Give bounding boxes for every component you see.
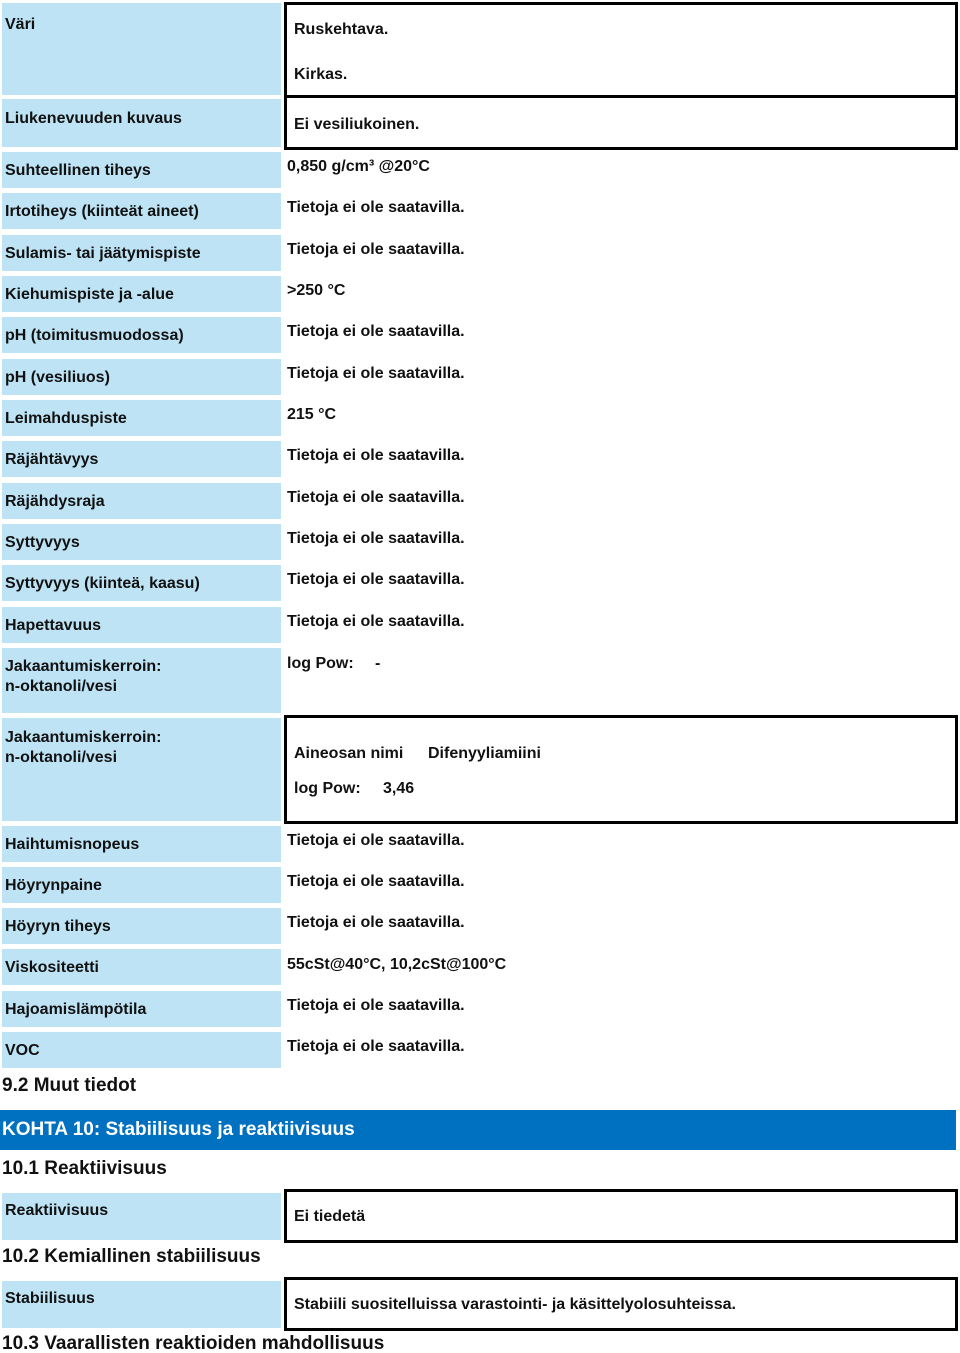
label-oxidizing — [2, 607, 281, 643]
value-explosiveness: Tietoja ei ole saatavilla. — [287, 447, 465, 464]
label-density — [2, 152, 281, 188]
heading-10-2: 10.2 Kemiallinen stabiilisuus — [2, 1246, 261, 1267]
label-text: Räjähtävyys — [5, 451, 99, 468]
label-text: Leimahduspiste — [5, 410, 127, 427]
label-text: Reaktiivisuus — [5, 1202, 109, 1219]
label-text: Haihtumisnopeus — [5, 836, 140, 853]
label-text: pH (vesiliuos) — [5, 369, 110, 386]
value-decomposition: Tietoja ei ole saatavilla. — [287, 997, 465, 1014]
label-explosion-limit — [2, 483, 281, 519]
value-density: 0,850 g/cm³ @20°C — [287, 158, 430, 175]
value-voc: Tietoja ei ole saatavilla. — [287, 1038, 465, 1055]
value-boiling: >250 °C — [287, 282, 346, 299]
value-box-reactivity — [284, 1189, 958, 1243]
label-vapour-density — [2, 908, 281, 944]
value-oxidizing: Tietoja ei ole saatavilla. — [287, 613, 465, 630]
label-text: Väri — [5, 16, 36, 33]
value-vapour-pressure: Tietoja ei ole saatavilla. — [287, 873, 465, 890]
label-text: Räjähdysraja — [5, 493, 105, 510]
value-text: Ei vesiliukoinen. — [294, 116, 420, 133]
label-text: Höyrynpaine — [5, 877, 102, 894]
label-text: Suhteellinen tiheys — [5, 162, 151, 179]
section-10-banner: KOHTA 10: Stabiilisuus ja reaktiivisuus — [0, 1110, 956, 1150]
label-color — [2, 3, 281, 95]
label-text: Kiehumispiste ja -alue — [5, 286, 174, 303]
label-text: Syttyvyys — [5, 534, 80, 551]
value-text: Stabiili suositelluissa varastointi- ja käsittelyolosuhteissa. — [294, 1296, 736, 1313]
value-box-stability — [284, 1277, 958, 1331]
value-flash-point: 215 °C — [287, 406, 337, 423]
value-box-partition-2 — [284, 715, 958, 824]
value-text: Ei tiedetä — [294, 1208, 366, 1225]
value-flammability-solid: Tietoja ei ole saatavilla. — [287, 571, 465, 588]
value-evaporation: Tietoja ei ole saatavilla. — [287, 832, 465, 849]
label-text: pH (toimitusmuodossa) — [5, 327, 184, 344]
value-explosion-limit: Tietoja ei ole saatavilla. — [287, 489, 465, 506]
logpow-value: - — [375, 655, 381, 672]
label-boiling — [2, 276, 281, 312]
label-partition-2 — [2, 718, 281, 821]
label-vapour-pressure — [2, 867, 281, 903]
component-name-key: Aineosan nimi — [294, 745, 404, 762]
label-text: Hapettavuus — [5, 617, 102, 634]
value-ph-aqueous: Tietoja ei ole saatavilla. — [287, 365, 465, 382]
value-vapour-density: Tietoja ei ole saatavilla. — [287, 914, 465, 931]
label-evaporation — [2, 826, 281, 862]
label-text: Stabiilisuus — [5, 1290, 95, 1307]
value-flammability: Tietoja ei ole saatavilla. — [287, 530, 465, 547]
label-text: Jakaantumiskerroin: — [5, 658, 162, 675]
value-viscosity: 55cSt@40°C, 10,2cSt@100°C — [287, 956, 507, 973]
logpow-value: 3,46 — [383, 780, 415, 797]
value-ph-supplied: Tietoja ei ole saatavilla. — [287, 323, 465, 340]
label-text: Hajoamislämpötila — [5, 1001, 147, 1018]
label-flash-point — [2, 400, 281, 436]
heading-9-2: 9.2 Muut tiedot — [2, 1075, 137, 1096]
value-bulk-density: Tietoja ei ole saatavilla. — [287, 199, 465, 216]
label-text: Jakaantumiskerroin: — [5, 729, 162, 746]
label-text: Sulamis- tai jäätymispiste — [5, 245, 201, 262]
value-text: Kirkas. — [294, 66, 348, 83]
label-stability — [2, 1281, 281, 1328]
label-text: Syttyvyys (kiinteä, kaasu) — [5, 575, 200, 592]
label-melting — [2, 235, 281, 271]
label-text: Viskositeetti — [5, 959, 99, 976]
label-ph-aqueous — [2, 359, 281, 395]
label-flammability-solid — [2, 565, 281, 601]
label-text: Höyryn tiheys — [5, 918, 111, 935]
label-text: n-oktanoli/vesi — [5, 678, 118, 695]
value-box-solubility — [284, 95, 958, 150]
label-bulk-density — [2, 193, 281, 229]
value-melting: Tietoja ei ole saatavilla. — [287, 241, 465, 258]
label-reactivity — [2, 1193, 281, 1240]
heading-10-1: 10.1 Reaktiivisuus — [2, 1158, 167, 1179]
label-explosiveness — [2, 441, 281, 477]
heading-10-3: 10.3 Vaarallisten reaktioiden mahdollisuus — [2, 1333, 385, 1353]
value-text: Ruskehtava. — [294, 21, 389, 38]
label-text: Irtotiheys (kiinteät aineet) — [5, 203, 199, 220]
label-voc — [2, 1032, 281, 1068]
label-partition-1 — [2, 648, 281, 713]
value-box-color — [284, 2, 958, 98]
label-flammability — [2, 524, 281, 560]
label-text: n-oktanoli/vesi — [5, 749, 118, 766]
label-decomposition — [2, 991, 281, 1027]
label-ph-supplied — [2, 317, 281, 353]
label-text: VOC — [5, 1042, 40, 1059]
label-text: Liukenevuuden kuvaus — [5, 110, 182, 127]
component-name-value: Difenyyliamiini — [428, 745, 541, 762]
logpow-key: log Pow: — [287, 655, 354, 672]
logpow-key: log Pow: — [294, 780, 361, 797]
label-viscosity — [2, 949, 281, 985]
label-solubility — [2, 99, 281, 147]
